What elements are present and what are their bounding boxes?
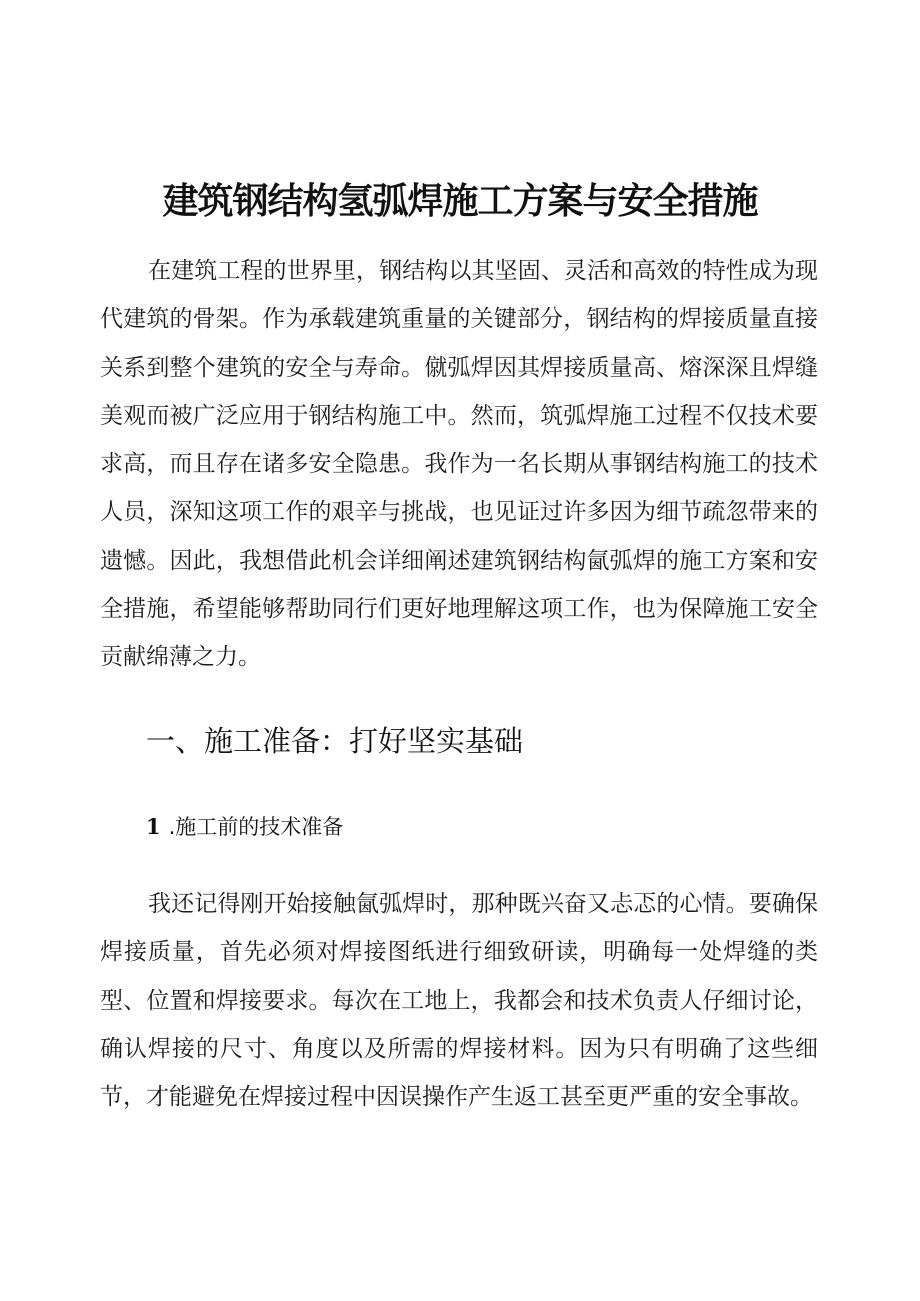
subsection-number: 1 [146,814,161,839]
subsection-heading-1-1 [146,807,343,847]
intro-paragraph: 在建筑工程的世界里，钢结构以其坚固、灵活和高效的特性成为现代建筑的骨架。作为承载建筑重量的关键部分，钢结构的焊接质量直接关系到整个建筑的安全与寿命。僦弧焊因其焊接质量高、熔深深且焊缝美观而被广泛应用于钢结构施工中。然而，筑弧焊施工过程不仅技术要求高，而且存在诸多安全隐患。我作为一名长期从事钢结构施工的技术人员，深知这项工作的艰辛与挑战，也见证过许多因为细节疏忽带来的遗憾。因此，我想借此机会详细阐述建筑钢结构氤弧焊的施工方案和安全措施，希望能够帮助同行们更好地理解这项工作，也为保障施工安全贡献绵薄之力。 [100,258,818,671]
subsection-paragraph-1-1: 我还记得刚开始接触氤弧焊时，那种既兴奋又忐忑的心情。要确保焊接质量，首先必须对焊接图纸进行细致研读，明确每一处焊缝的类型、位置和焊接要求。每次在工地上，我都会和技术负责人仔细讨论，确认焊接的尺寸、角度以及所需的焊接材料。因为只有明确了这些细节，才能避免在焊接过程中因误操作产生返工甚至更严重的安全事故。 [100,891,818,1111]
section-heading-1: 一、施工准备：打好坚实基础 [146,724,524,758]
subsection-title: .施工前的技术准备 [168,815,344,839]
document-title: 建筑钢结构氢弧焊施工方案与安全措施 [162,181,758,222]
